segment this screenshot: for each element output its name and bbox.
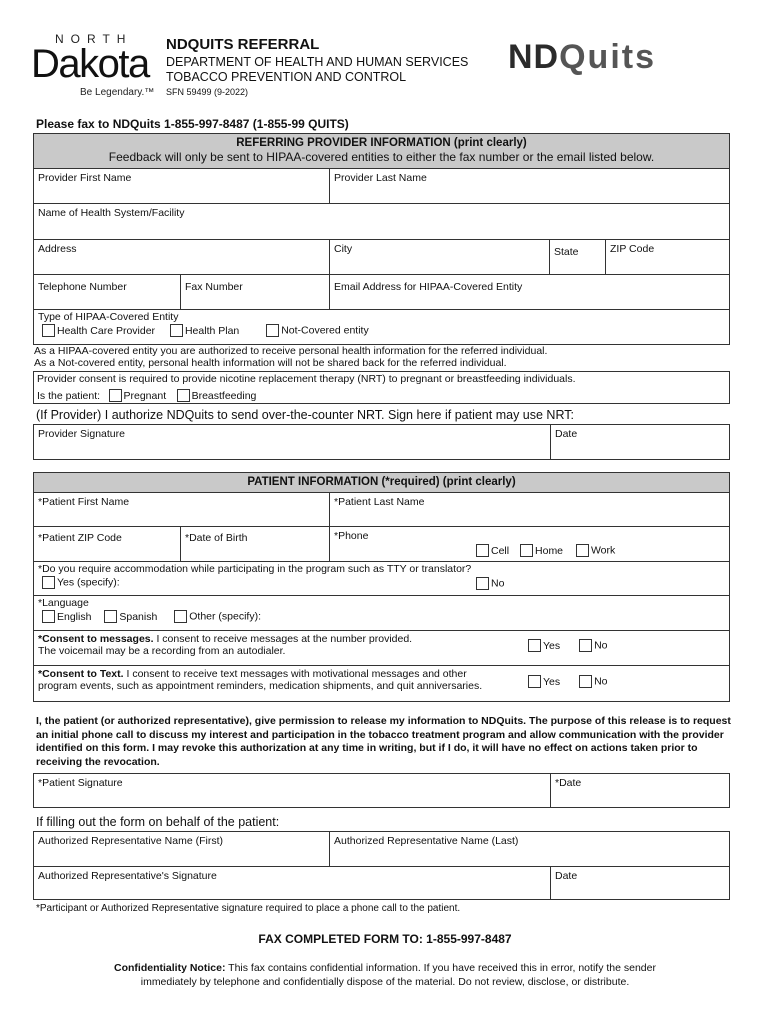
logo-north: NORTH	[55, 32, 133, 46]
accommodation-yes-checkbox[interactable]	[42, 576, 55, 589]
patient-heading: PATIENT INFORMATION (*required) (print clearly)	[34, 473, 729, 493]
accommodation-no-label: No	[491, 577, 505, 590]
provider-section	[33, 133, 730, 345]
fax-completed-form: FAX COMPLETED FORM TO: 1-855-997-8487	[258, 932, 512, 946]
patient-last-name-label: *Patient Last Name	[334, 496, 425, 508]
provider-signature-box	[33, 424, 730, 460]
rep-date-label: Date	[555, 870, 578, 882]
logo-dakota: Dakota	[31, 42, 149, 86]
phone-field[interactable]	[330, 527, 729, 561]
provider-last-name-label: Provider Last Name	[334, 172, 427, 184]
confidentiality-label: Confidentiality Notice:	[114, 962, 226, 974]
rep-last-name-label: Authorized Representative Name (Last)	[334, 835, 519, 847]
text-yes-label: Yes	[543, 675, 561, 688]
patient-zip-label: *Patient ZIP Code	[38, 532, 122, 544]
patient-first-name-field[interactable]	[34, 493, 330, 526]
patient-last-name-field[interactable]	[330, 493, 729, 526]
program-line: TOBACCO PREVENTION AND CONTROL	[166, 70, 407, 84]
patient-date-field[interactable]	[551, 774, 729, 807]
provider-subheading: Feedback will only be sent to HIPAA-covered entities to either the fax number or the email listed below.	[108, 150, 655, 164]
consent-text-field	[34, 666, 729, 701]
telephone-label: Telephone Number	[38, 281, 127, 293]
consent-messages-field	[34, 631, 729, 665]
fax-label: Fax Number	[185, 281, 243, 293]
logo-tagline: Be Legendary.™	[80, 87, 155, 98]
work-checkbox[interactable]	[576, 544, 589, 557]
work-label: Work	[590, 544, 616, 557]
hipaa-note-covered: As a HIPAA-covered entity you are authorized to receive personal health information for the referred individual.	[34, 345, 548, 357]
patient-signature-label: *Patient Signature	[38, 777, 123, 789]
other-language-checkbox[interactable]	[174, 610, 187, 623]
provider-signature-label: Provider Signature	[38, 428, 125, 440]
rep-first-name-field[interactable]	[34, 832, 330, 866]
home-label: Home	[535, 544, 564, 557]
is-patient-label: Is the patient:	[37, 389, 101, 402]
form-number: SFN 59499 (9-2022)	[166, 87, 249, 97]
phone-label: *Phone	[334, 530, 369, 542]
messages-yes-label: Yes	[543, 639, 561, 652]
patient-signature-field[interactable]	[34, 774, 551, 807]
rep-date-field[interactable]	[551, 867, 729, 899]
pregnant-checkbox[interactable]	[109, 389, 122, 402]
cell-checkbox[interactable]	[476, 544, 489, 557]
release-permission: I, the patient (or authorized representative), give permission to release my information to NDQuits. The purpose of this release is to request an initial phone call to discuss my interest and participation in the tobacco treatment program and allow communication with the provider identified on this form. I may revoke this authorization at any time in writing, but if I do, it will have no effect on actions taken prior to receiving the revocation.	[36, 715, 731, 768]
city-label: City	[334, 243, 353, 255]
fax-instruction: Please fax to NDQuits 1-855-997-8487 (1-855-99 QUITS)	[36, 117, 349, 131]
state-label: State	[554, 246, 579, 258]
health-plan-label: Health Plan	[184, 324, 240, 337]
ndquits-logo-quits: Quits	[559, 38, 657, 76]
date-of-birth-label: *Date of Birth	[185, 532, 248, 544]
patient-date-label: *Date	[555, 777, 582, 789]
email-field[interactable]	[330, 275, 729, 309]
fax-field[interactable]	[181, 275, 330, 309]
address-field[interactable]	[34, 240, 330, 274]
facility-field[interactable]	[34, 204, 729, 239]
english-label: English	[57, 610, 92, 623]
hipaa-note-not-covered: As a Not-covered entity, personal health information will not be shared back for the referred individual.	[34, 357, 507, 369]
text-no-label: No	[594, 675, 608, 688]
rep-last-name-field[interactable]	[330, 832, 729, 866]
other-language-label: Other (specify):	[189, 610, 262, 623]
signature-requirement-note: *Participant or Authorized Representative signature required to place a phone call to the patient.	[36, 903, 461, 914]
consent-text-text: I consent to receive text messages with motivational messages and other	[123, 668, 467, 680]
not-covered-entity-checkbox[interactable]	[266, 324, 279, 337]
text-no-checkbox[interactable]	[579, 675, 592, 688]
health-plan-checkbox[interactable]	[170, 324, 183, 337]
spanish-label: Spanish	[119, 610, 158, 623]
department-line: DEPARTMENT OF HEALTH AND HUMAN SERVICES	[166, 55, 469, 69]
patient-first-name-label: *Patient First Name	[38, 496, 130, 508]
provider-signature-field[interactable]	[34, 425, 551, 459]
consent-text-line2: program events, such as appointment reminders, medication shipments, and quit anniversaries.	[38, 680, 483, 692]
health-care-provider-checkbox[interactable]	[42, 324, 55, 337]
patient-signature-box	[33, 773, 730, 808]
provider-first-name-field[interactable]	[34, 169, 330, 203]
rep-signature-field[interactable]	[34, 867, 551, 899]
pregnant-label: Pregnant	[123, 389, 167, 402]
city-field[interactable]	[330, 240, 550, 274]
messages-yes-checkbox[interactable]	[528, 639, 541, 652]
patient-zip-field[interactable]	[34, 527, 181, 561]
entity-type-label: Type of HIPAA-Covered Entity	[38, 311, 179, 323]
breastfeeding-checkbox[interactable]	[177, 389, 190, 402]
provider-heading: REFERRING PROVIDER INFORMATION (print clearly)	[236, 137, 527, 149]
consent-messages-title: *Consent to messages.	[38, 633, 154, 645]
rep-first-name-label: Authorized Representative Name (First)	[38, 835, 223, 847]
confidentiality-text1: This fax contains confidential information. If you have received this in error, notify the sender	[225, 962, 656, 974]
email-label: Email Address for HIPAA-Covered Entity	[334, 281, 523, 293]
representative-section	[33, 831, 730, 900]
accommodation-field	[34, 562, 729, 595]
text-yes-checkbox[interactable]	[528, 675, 541, 688]
date-of-birth-field[interactable]	[181, 527, 330, 561]
messages-no-label: No	[594, 639, 608, 652]
cell-label: Cell	[491, 544, 510, 557]
messages-no-checkbox[interactable]	[579, 639, 592, 652]
accommodation-yes-label: Yes (specify):	[57, 576, 120, 589]
rep-signature-label: Authorized Representative's Signature	[38, 870, 217, 882]
ndquits-logo	[508, 40, 656, 74]
provider-first-name-label: Provider First Name	[38, 172, 132, 184]
provider-date-field[interactable]	[551, 425, 729, 459]
zip-field[interactable]	[606, 240, 729, 274]
zip-label: ZIP Code	[610, 243, 655, 255]
accommodation-question: *Do you require accommodation while participating in the program such as TTY or translator?	[38, 563, 472, 575]
provider-section-header	[34, 134, 729, 169]
nrt-consent-box	[33, 371, 730, 404]
language-field	[34, 596, 729, 630]
address-label: Address	[38, 243, 77, 255]
facility-label: Name of Health System/Facility	[38, 207, 185, 219]
patient-section	[33, 472, 730, 702]
confidentiality-notice	[0, 961, 770, 989]
provider-last-name-field[interactable]	[330, 169, 729, 203]
language-label: *Language	[38, 597, 89, 609]
consent-messages-text: I consent to receive messages at the number provided.	[153, 633, 413, 645]
spanish-checkbox[interactable]	[104, 610, 117, 623]
not-covered-entity-label: Not-Covered entity	[281, 324, 369, 337]
form-title: NDQUITS REFERRAL	[166, 36, 320, 53]
nrt-consent-text: Provider consent is required to provide nicotine replacement therapy (NRT) to pregnant or breastfeeding individuals.	[37, 373, 576, 385]
breastfeeding-label: Breastfeeding	[191, 389, 257, 402]
nrt-authorization: (If Provider) I authorize NDQuits to send over-the-counter NRT. Sign here if patient may use NRT:	[36, 408, 574, 422]
home-checkbox[interactable]	[520, 544, 533, 557]
confidentiality-text2: immediately by telephone and confidentially dispose of the material. Do not review, disclose, or distribute.	[140, 976, 630, 988]
voicemail-note: The voicemail may be a recording from an autodialer.	[38, 645, 286, 657]
representative-intro: If filling out the form on behalf of the patient:	[36, 815, 280, 829]
consent-text-title: *Consent to Text.	[38, 668, 124, 680]
accommodation-no-checkbox[interactable]	[476, 577, 489, 590]
provider-date-label: Date	[555, 428, 578, 440]
english-checkbox[interactable]	[42, 610, 55, 623]
telephone-field[interactable]	[34, 275, 181, 309]
health-care-provider-label: Health Care Provider	[57, 324, 156, 337]
ndquits-logo-nd: ND	[508, 38, 560, 76]
state-field[interactable]	[550, 240, 606, 274]
entity-type-field	[34, 310, 729, 344]
